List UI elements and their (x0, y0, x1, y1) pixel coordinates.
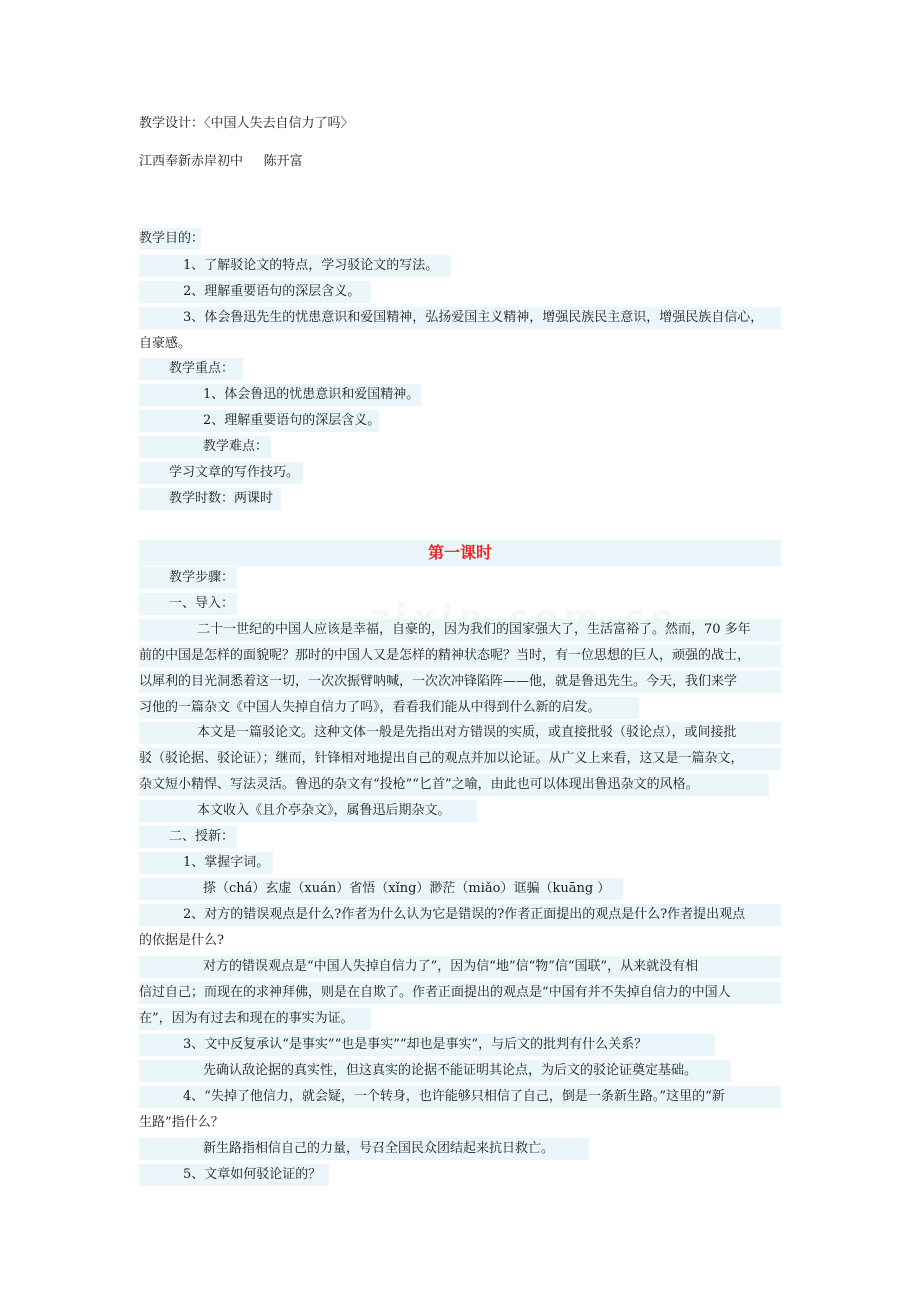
intro-p1-line-1: 二十一世纪的中国人应该是幸福，自豪的，因为我们的国家强大了，生活富裕了。然而，70 多年 (139, 619, 781, 641)
objective-item-1: 1、了解驳论文的特点，学习驳论文的写法。 (139, 255, 451, 277)
question-1-words: 搽（chá）玄虚（xuán）省悟（xǐng）渺茫（miǎo）诓骗（kuāng ） (139, 878, 623, 900)
intro-p1-line-3: 以犀利的目光洞悉着这一切，一次次振臂呐喊，一次次冲锋陷阵——他，就是鲁迅先生。今天，我们来学 (139, 671, 781, 693)
design-title: 教学设计：〈中国人失去自信力了吗〉 (139, 116, 354, 131)
answer-2-line-3: 在”，因为有过去和现在的事实为证。 (139, 1008, 371, 1030)
objective-item-3: 3、体会鲁迅先生的忧患意识和爱国精神，弘扬爱国主义精神，增强民族民主意识，增强民族自信心， (139, 307, 781, 329)
objectives-heading: 教学目的： (139, 228, 201, 250)
intro-p3: 本文收入《且介亭杂文》，属鲁迅后期杂文。 (139, 800, 477, 822)
intro-p2-line-1: 本文是一篇驳论文。这种文体一般是先指出对方错误的实质，或直接批驳（驳论点），或间接批 (139, 722, 781, 744)
teach-heading: 二、授新： (139, 826, 237, 848)
answer-4: 新生路指相信自己的力量，号召全国民众团结起来抗日救亡。 (139, 1138, 589, 1160)
intro-heading: 一、导入： (139, 593, 237, 615)
intro-p2-line-3: 杂文短小精悍、写法灵活。鲁迅的杂文有“投枪”“匕首”之喻，由此也可以体现出鲁迅杂文的风格。 (139, 774, 769, 796)
steps-heading: 教学步骤： (139, 567, 237, 589)
intro-p1-line-2: 前的中国是怎样的面貌呢？那时的中国人又是怎样的精神状态呢？当时，有一位思想的巨人，顽强的战士， (139, 645, 781, 667)
teaching-hours: 教学时数：两课时 (139, 488, 281, 510)
question-1: 1、掌握字词。 (139, 852, 273, 874)
question-4-line-1: 4、“失掉了他信力，就会疑，一个转身，也许能够只相信了自己，倒是一条新生路。”这里的“新 (139, 1086, 781, 1108)
intro-p2-line-2: 驳（驳论据、驳论证）；继而，针锋相对地提出自己的观点并加以论证。从广义上来看，这又是一篇杂文， (139, 748, 781, 770)
focus-heading: 教学重点： (139, 358, 243, 380)
question-2-line-1: 2、对方的错误观点是什么?作者为什么认为它是错误的?作者正面提出的观点是什么?作者提出观点 (139, 904, 781, 926)
intro-p1-line-4: 习他的一篇杂文《中国人失掉自信力了吗》，看看我们能从中得到什么新的启发。 (139, 697, 639, 719)
question-2-line-2: 的依据是什么? (139, 933, 224, 948)
answer-2-line-2: 信过自己；而现在的求神拜佛，则是在自欺了。作者正面提出的观点是“中国有并不失掉自信力的中国人 (139, 982, 781, 1004)
focus-item-1: 1、体会鲁迅的忧患意识和爱国精神。 (139, 384, 421, 406)
question-4-line-2: 生路”指什么？ (139, 1115, 224, 1130)
question-5: 5、文章如何驳论证的？ (139, 1164, 329, 1186)
focus-item-2: 2、理解重要语句的深层含义。 (139, 410, 379, 432)
author-line: 江西奉新赤岸初中 陈开富 (139, 154, 303, 169)
lesson-title: 第一课时 (139, 540, 781, 566)
objective-item-3-cont: 自豪感。 (139, 336, 192, 351)
answer-2-line-1: 对方的错误观点是“中国人失掉自信力了”，因为信“地”信“物”信“国联”，从来就没有相 (139, 956, 781, 978)
objective-item-2: 2、理解重要语句的深层含义。 (139, 281, 371, 303)
difficulty-heading: 教学难点： (139, 436, 271, 458)
question-3: 3、文中反复承认“是事实”“也是事实”“却也是事实”，与后文的批判有什么关系？ (139, 1034, 715, 1056)
answer-3: 先确认敌论据的真实性，但这真实的论据不能证明其论点，为后文的驳论证奠定基础。 (139, 1060, 731, 1082)
difficulty-text: 学习文章的写作技巧。 (139, 462, 303, 484)
